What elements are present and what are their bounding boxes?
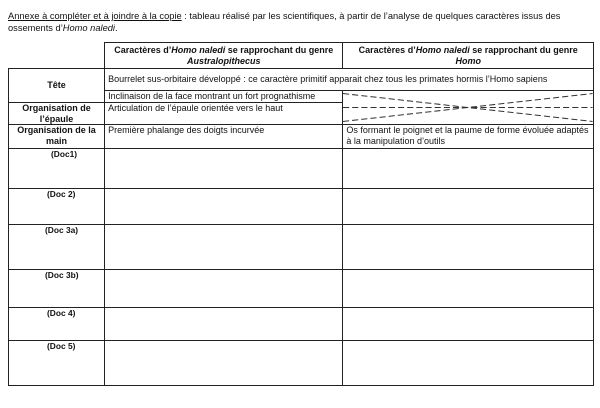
annex-label: Annexe à compléter et à joindre à la copie	[8, 11, 182, 21]
row-label-main: Organisation de la main	[9, 125, 105, 149]
main-aus-cell	[105, 125, 343, 149]
doc2-homo-input[interactable]	[343, 189, 594, 225]
doc-label-5: (Doc 5)	[9, 341, 105, 386]
doc4-homo-input[interactable]	[343, 308, 594, 341]
intro-paragraph	[8, 10, 593, 34]
row-doc5	[9, 341, 594, 386]
doc4-aus-input[interactable]	[105, 308, 343, 341]
row-doc3a	[9, 225, 594, 270]
doc-label-4: (Doc 4)	[9, 308, 105, 341]
main-homo: Os formant le poignet et la paume de forme évoluée adaptés à la manipulation d’outils	[346, 125, 589, 146]
header-homo: Caractères d’Homo naledi se rapprochant du genre Homo	[343, 43, 594, 69]
doc3a-aus-input[interactable]	[105, 225, 343, 270]
intro-species: Homo naledi	[62, 23, 115, 33]
epaule-aus-cell	[105, 103, 343, 125]
header-australopithecus: Caractères d’Homo naledi se rapprochant du genre Australopithecus	[105, 43, 343, 69]
row-doc3b	[9, 270, 594, 308]
row-label-epaule: Organisation de l’épaule	[9, 103, 105, 125]
header-row	[9, 43, 594, 69]
doc3b-aus-input[interactable]	[105, 270, 343, 308]
doc-label-3a: (Doc 3a)	[9, 225, 105, 270]
row-tete-1	[9, 69, 594, 91]
tete-line2-cell	[105, 91, 343, 103]
doc3b-homo-input[interactable]	[343, 270, 594, 308]
header-empty-cell	[9, 43, 105, 69]
crossed-out-hatch	[343, 91, 593, 124]
doc5-aus-input[interactable]	[105, 341, 343, 386]
doc-label-2: (Doc 2)	[9, 189, 105, 225]
crossed-out-cell	[343, 91, 594, 125]
doc1-homo-input[interactable]	[343, 149, 594, 189]
row-main	[9, 125, 594, 149]
tete-line2: Inclinaison de la face montrant un fort prognathisme	[108, 91, 316, 101]
doc-label-3b: (Doc 3b)	[9, 270, 105, 308]
tete-line1: Bourrelet sus-orbitaire développé : ce caractère primitif apparait chez tous les primates hormis l’Homo sapiens	[108, 74, 548, 84]
characters-table	[8, 42, 594, 386]
row-label-tete: Tête	[9, 69, 105, 103]
intro-end: .	[114, 23, 118, 33]
doc-label-1: (Doc1)	[9, 149, 105, 189]
intro-text: : tableau réalisé par les scientifiques, à partir de l’analyse de quelques caractères issus des ossements d’	[8, 11, 561, 33]
doc2-aus-input[interactable]	[105, 189, 343, 225]
row-doc4	[9, 308, 594, 341]
doc1-aus-input[interactable]	[105, 149, 343, 189]
row-doc1	[9, 149, 594, 189]
epaule-aus: Articulation de l’épaule orientée vers le haut	[108, 103, 283, 113]
tete-line1-cell	[105, 69, 548, 91]
row-doc2	[9, 189, 594, 225]
main-aus: Première phalange des doigts incurvée	[108, 125, 265, 135]
doc5-homo-input[interactable]	[343, 341, 594, 386]
main-homo-cell	[343, 125, 594, 149]
doc3a-homo-input[interactable]	[343, 225, 594, 270]
